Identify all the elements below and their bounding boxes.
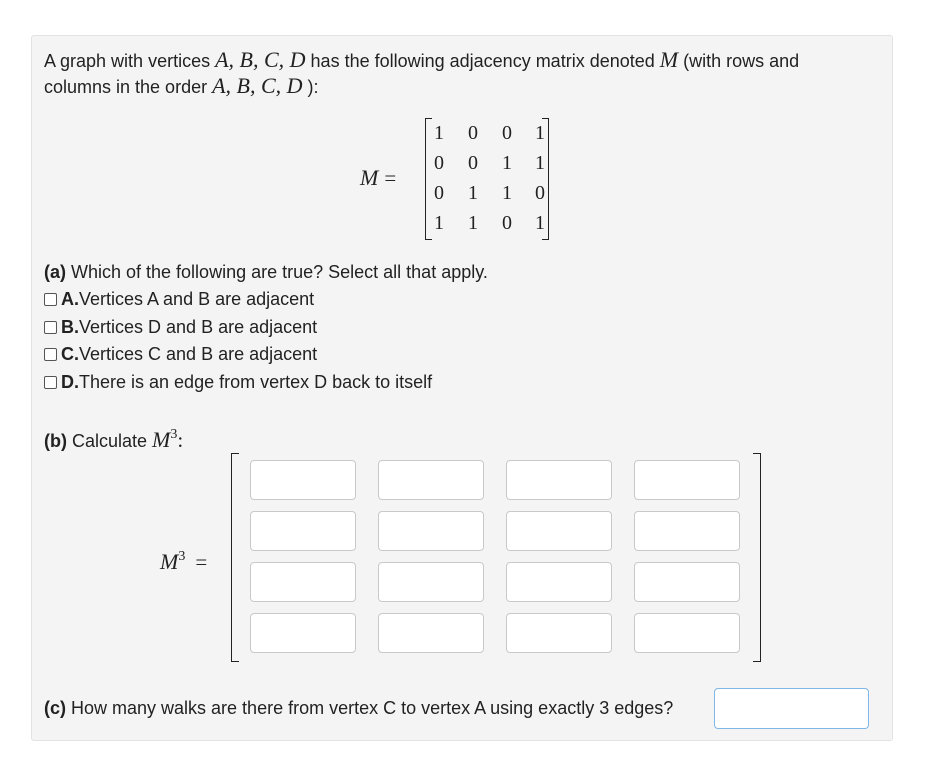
intro-text: A graph with vertices [44, 51, 216, 71]
option-c-checkbox[interactable] [44, 348, 57, 361]
part-b-question [44, 424, 183, 454]
part-b-colon: : [177, 428, 184, 452]
intro-text: columns in the order [44, 77, 213, 97]
matrix-cell: 0 [468, 152, 478, 174]
m-cubed-input-r3c4[interactable] [634, 562, 740, 602]
option-letter: D. [61, 371, 79, 392]
matrix-cell: 1 [502, 152, 512, 174]
matrix-cell: 1 [535, 152, 545, 174]
matrix-cell: 1 [535, 122, 545, 144]
adjacency-matrix [425, 118, 549, 240]
matrix-cell: 0 [434, 152, 444, 174]
intro-text: ): [302, 77, 319, 97]
option-text: Vertices C and B are adjacent [79, 343, 318, 364]
m-cubed-lhs-symbol: M [160, 549, 179, 574]
option-a-checkbox[interactable] [44, 293, 57, 306]
option-text: Vertices D and B are adjacent [79, 316, 318, 337]
m-cubed-input-r1c1[interactable] [250, 460, 356, 500]
vertices-math: A, B, C, D [212, 73, 303, 98]
m-cubed-input-r3c2[interactable] [378, 562, 484, 602]
m-cubed-equals: = [195, 550, 208, 574]
option-a[interactable] [44, 287, 314, 311]
option-text: Vertices A and B are adjacent [79, 288, 315, 309]
matrix-cell: 0 [502, 122, 512, 144]
matrix-cell: 1 [434, 122, 444, 144]
m-cubed-input-r4c3[interactable] [506, 613, 612, 653]
option-b[interactable] [44, 315, 317, 339]
m-cubed-input-r2c3[interactable] [506, 511, 612, 551]
option-text: There is an edge from vertex D back to itself [79, 371, 433, 392]
m-cubed-input-r1c2[interactable] [378, 460, 484, 500]
m-cubed-symbol: M [152, 427, 171, 452]
matrix-symbol-math: M [659, 47, 679, 72]
m-cubed-left-bracket [231, 453, 239, 662]
option-d-checkbox[interactable] [44, 376, 57, 389]
m-cubed-input-r2c1[interactable] [250, 511, 356, 551]
matrix-cell: 1 [502, 182, 512, 204]
matrix-cell: 1 [468, 212, 478, 234]
matrix-cell: 1 [468, 182, 478, 204]
part-c-label: (c) [44, 698, 66, 718]
m-cubed-input-r2c4[interactable] [634, 511, 740, 551]
m-cubed-input-r4c1[interactable] [250, 613, 356, 653]
matrix-label-symbol: M [360, 165, 379, 190]
intro-text: (with rows and [678, 51, 800, 71]
m-cubed-exponent: 3 [170, 427, 178, 442]
part-a-text: Which of the following are true? Select all that apply. [66, 262, 488, 282]
intro-line-2 [44, 73, 319, 100]
m-cubed-lhs-exponent: 3 [178, 549, 186, 564]
option-letter: A. [61, 288, 79, 309]
part-a-question [44, 259, 488, 285]
part-a-label: (a) [44, 262, 66, 282]
matrix-cell: 1 [434, 212, 444, 234]
matrix-cell: 0 [535, 182, 545, 204]
m-cubed-right-bracket [753, 453, 761, 662]
m-cubed-input-r2c2[interactable] [378, 511, 484, 551]
option-b-checkbox[interactable] [44, 321, 57, 334]
part-c-text: How many walks are there from vertex C to vertex A using exactly 3 edges? [66, 698, 674, 718]
matrix-cell: 1 [535, 212, 545, 234]
matrix-equals: = [384, 166, 397, 190]
m-cubed-input-r1c4[interactable] [634, 460, 740, 500]
option-d[interactable] [44, 370, 432, 394]
m-cubed-input-r3c3[interactable] [506, 562, 612, 602]
matrix-cell: 0 [468, 122, 478, 144]
option-c[interactable] [44, 342, 317, 366]
walks-answer-input[interactable] [714, 688, 869, 729]
m-cubed-input-r4c4[interactable] [634, 613, 740, 653]
part-b-text: Calculate [66, 431, 153, 451]
part-c-question [44, 695, 673, 721]
m-cubed-input-r3c1[interactable] [250, 562, 356, 602]
m-cubed-input-r1c3[interactable] [506, 460, 612, 500]
matrix-cell: 0 [502, 212, 512, 234]
intro-line-1 [44, 47, 799, 74]
intro-text: has the following adjacency matrix denoted [305, 51, 660, 71]
matrix-cell: 0 [434, 182, 444, 204]
option-letter: C. [61, 343, 79, 364]
matrix-label [360, 165, 396, 192]
m-cubed-label [160, 546, 207, 576]
part-b-label: (b) [44, 431, 67, 451]
vertices-math: A, B, C, D [215, 47, 306, 72]
option-letter: B. [61, 316, 79, 337]
m-cubed-input-r4c2[interactable] [378, 613, 484, 653]
